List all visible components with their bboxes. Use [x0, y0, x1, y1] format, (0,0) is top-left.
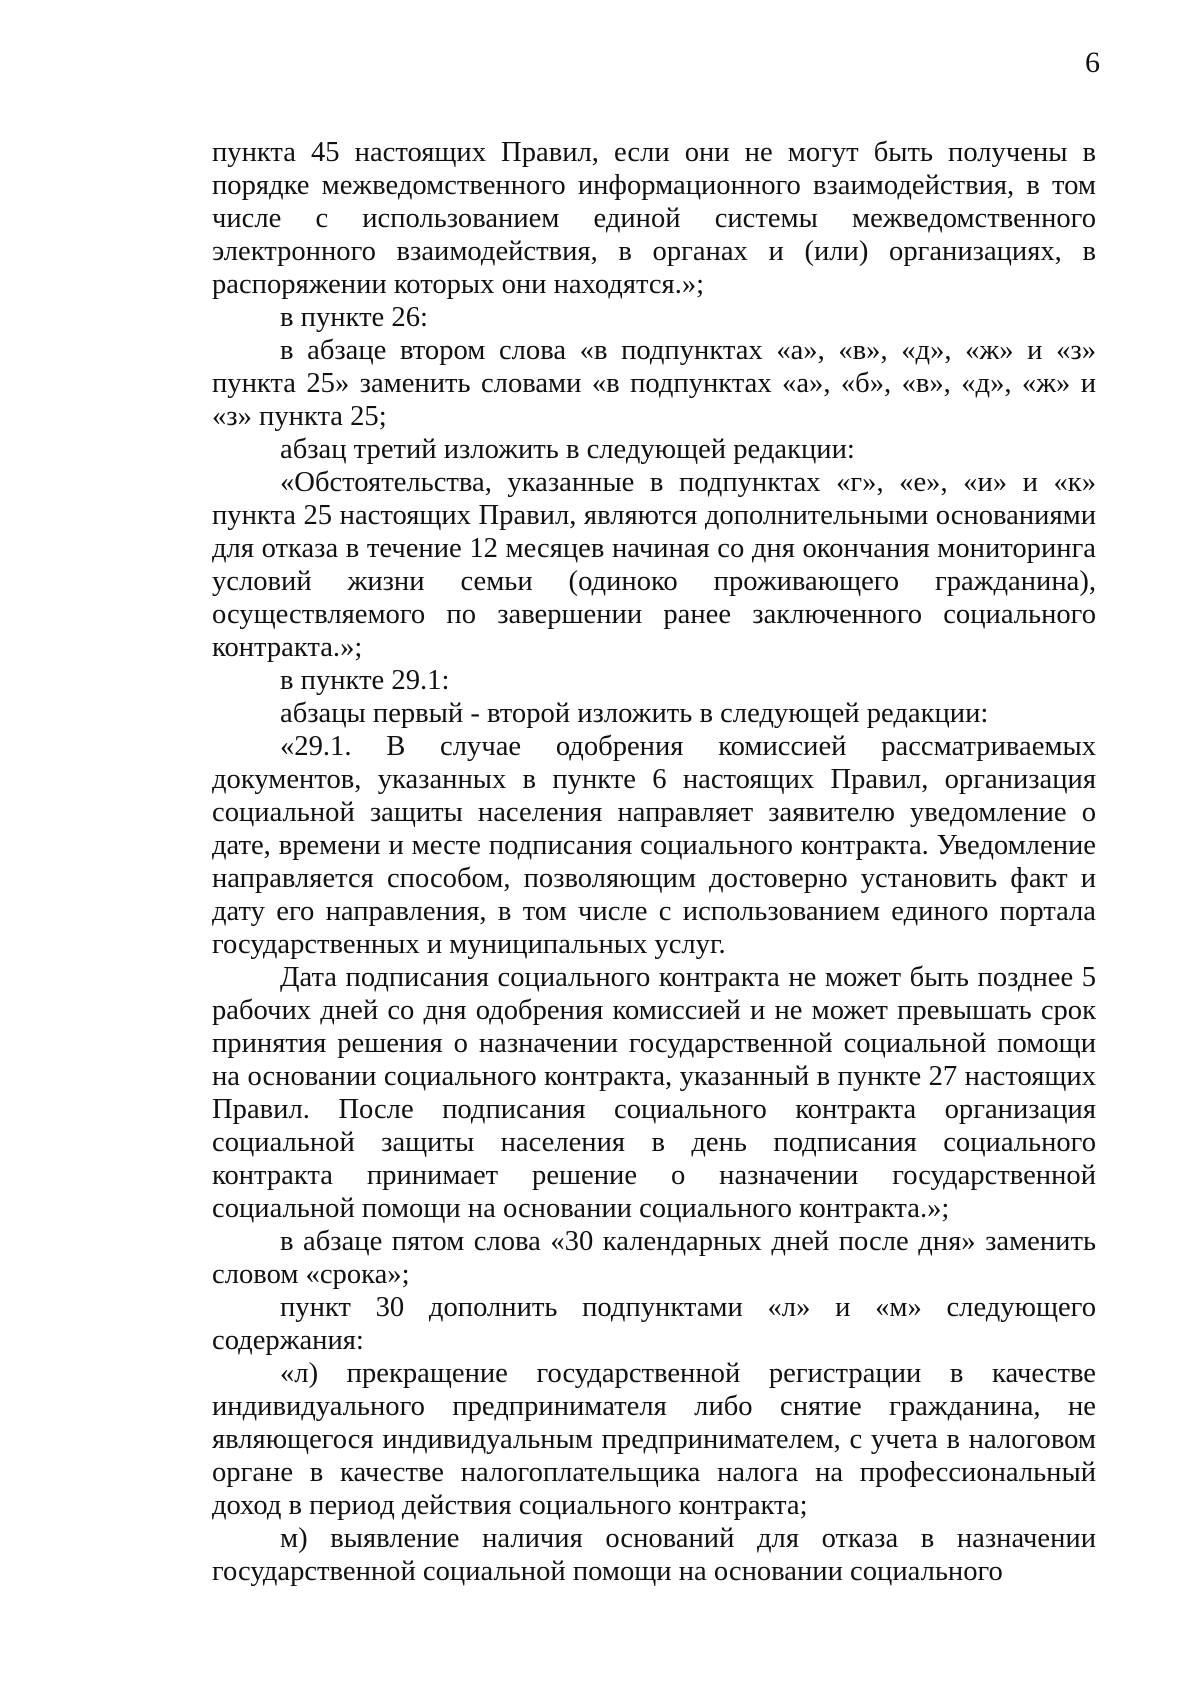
- paragraph: «29.1. В случае одобрения комиссией рассматриваемых документов, указанных в пункте 6 настоящих Правил, организация социальной защиты населения направляет заявителю уведомление о дате, времени и месте подписания социального контракта. Уведомление направляется способом, позволяющим достоверно установить факт и дату его направления, в том числе с использованием единого портала государственных и муниципальных услуг.: [212, 731, 1096, 960]
- paragraph: пункта 45 настоящих Правил, если они не могут быть получены в порядке межведомственного информационного взаимодействия, в том числе с использованием единой системы межведомственного электронного взаимодействия, в органах и (или) организациях, в распоряжении которых они находятся.»;: [212, 137, 1096, 300]
- document-body: [212, 136, 1096, 1588]
- paragraph: «Обстоятельства, указанные в подпунктах «г», «е», «и» и «к» пункта 25 настоящих Правил, являются дополнительными основаниями для отказа в течение 12 месяцев начиная со дня окончания мониторинга условий жизни семьи (одиноко проживающего гражданина), осуществляемого по завершении ранее заключенного социального контракта.»;: [212, 467, 1096, 663]
- paragraph: в пункте 26:: [280, 302, 428, 333]
- paragraph: в абзаце пятом слова «30 календарных дней после дня» заменить словом «срока»;: [212, 1226, 1096, 1290]
- paragraph: м) выявление наличия оснований для отказа в назначении государственной социальной помощи на основании социального: [212, 1523, 1096, 1587]
- paragraph: абзацы первый - второй изложить в следующей редакции:: [280, 698, 989, 729]
- page-number: 6: [1085, 46, 1100, 79]
- paragraph: в абзаце втором слова «в подпунктах «а», «в», «д», «ж» и «з» пункта 25» заменить словами «в подпунктах «а», «б», «в», «д», «ж» и «з» пункта 25;: [212, 335, 1096, 432]
- paragraph: Дата подписания социального контракта не может быть позднее 5 рабочих дней со дня одобрения комиссией и не может превышать срок принятия решения о назначении государственной социальной помощи на основании социального контракта, указанный в пункте 27 настоящих Правил. После подписания социального контракта организация социальной защиты населения в день подписания социального контракта принимает решение о назначении государственной социальной помощи на основании социального контракта.»;: [212, 962, 1096, 1224]
- paragraph: в пункте 29.1:: [280, 665, 450, 696]
- paragraph: «л) прекращение государственной регистрации в качестве индивидуального предпринимателя либо снятие гражданина, не являющегося индивидуальным предпринимателем, с учета в налоговом органе в качестве налогоплательщика налога на профессиональный доход в период действия социального контракта;: [212, 1358, 1096, 1521]
- paragraph: абзац третий изложить в следующей редакции:: [280, 434, 855, 465]
- paragraph: пункт 30 дополнить подпунктами «л» и «м» следующего содержания:: [212, 1292, 1096, 1356]
